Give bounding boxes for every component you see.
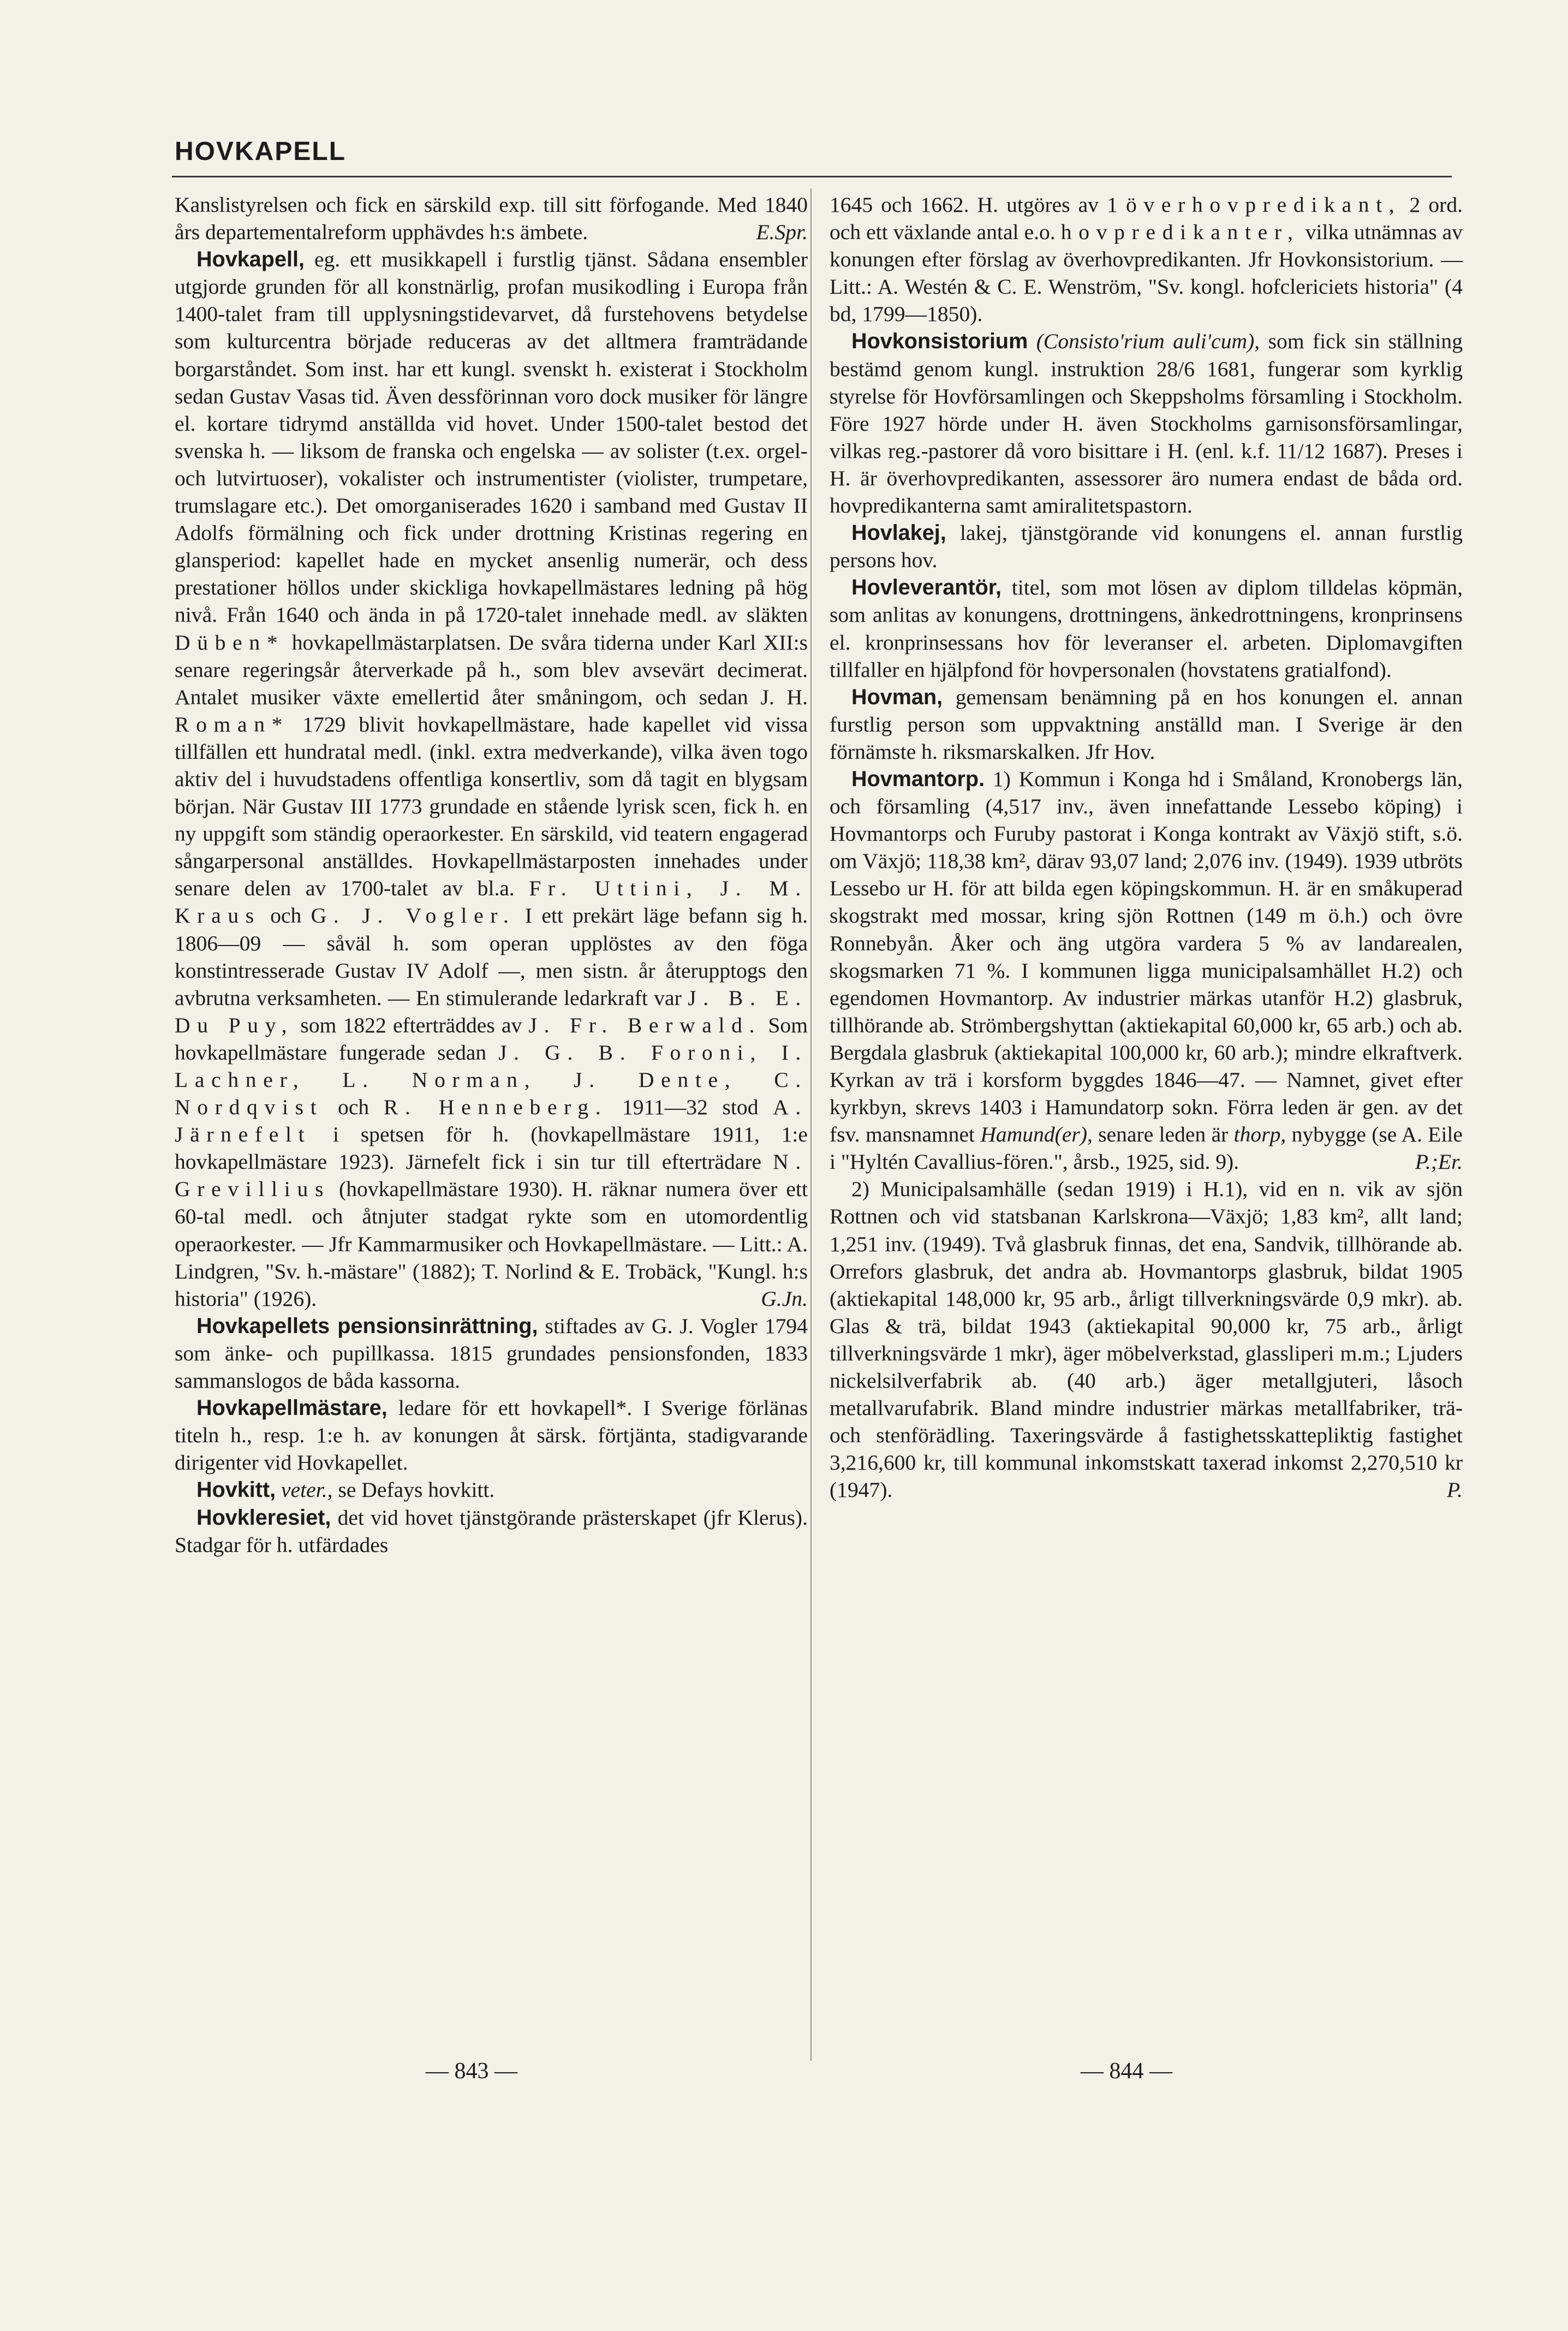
page-number-left: — 843 —	[426, 2059, 517, 2084]
author-signature: P.	[1447, 1478, 1463, 1502]
entry-hovmantorp-municipalsamhalle: 2) Municipalsamhälle (sedan 1919) i H.1), vid en n. vik av sjön Rottnen och vid statsbanan Karlskrona—Växjö; 1,83 km², allt land; 1,251 inv. (1949). Två glasbruk finnas, det ena, Sandvik, tillhörande ab. Orrefors glasbruk, det andra ab. Hovmantorps glasbruk, bildat 1905 (aktiekapital 148,000 kr, 95 arb., årligt tillverkningsvärde 0,9 mkr). ab. Glas & trä, bildat 1943 (aktiekapital 90,000 kr, 75 arb., årligt tillverkningsvärde 1 mkr), äger möbelverkstad, glassliperi m.m.; Ljuders nickelsilverfabrik ab. (40 arb.) äger metallgjuteri, låsoch metallvarufabrik. Bland mindre industrier märkas metallfabriker, trä- och stenförädling. Taxeringsvärde å fastighetsskattepliktig fastighet 3,216,600 kr, till kommunal inkomstskatt taxerad inkomst 2,270,510 kr (1947). P.	[830, 1175, 1463, 1503]
entry-hovkleresiet: Hovkleresiet, det vid hovet tjänstgörande prästerskapet (jfr Klerus). Stadgar för h. utfärdades	[175, 1505, 808, 1557]
entry-hovlakej: Hovlakej, lakej, tjänstgörande vid konungens el. annan furstlig persons hov.	[830, 521, 1463, 573]
entry-hovkonsistorium: Hovkonsistorium (Consisto'rium auli'cum), som fick sin ställning bestämd genom kungl. instruktion 28/6 1681, fungerar som kyrklig styrelse för Hovförsamlingen och Skeppsholms församling i Stockholm. Före 1927 hörde under H. även Stockholms garnisonsförsamlingar, vilkas reg.-pastorer då voro bisittare i H. (enl. k.f. 11/12 1687). Preses i H. är överhovpredikanten, assessorer äro numera endast de båda ord. hovpredikanterna samt amiralitetspastorn.	[830, 329, 1463, 518]
cross-ref: Düben*	[175, 630, 285, 655]
headword: Hovkapellets pensionsinrättning,	[196, 1313, 538, 1338]
headword: Hovkapellmästare,	[196, 1396, 387, 1420]
headword: Hovkitt,	[196, 1478, 276, 1502]
person-names: J. Fr. Berwald.	[528, 1013, 762, 1037]
headword: Hovkleresiet,	[196, 1505, 331, 1530]
entry-continuation: Kanslistyrelsen och fick en särskild exp. till sitt förfogande. Med 1840 års departementalreform upphävdes h:s ämbete. E.Spr.	[175, 191, 808, 246]
author-signature: E.Spr.	[756, 220, 808, 245]
entry-continuation: 1645 och 1662. H. utgöres av 1 överhovpredikant, 2 ord. och ett växlande antal e.o. hovpredikanter, vilka utnämnas av konungen efter förslag av överhovpredikanten. Jfr Hovkonsistorium. — Litt.: A. Westén & C. E. Wenström, "Sv. kongl. hofclericiets historia" (4 bd, 1799—1850).	[830, 193, 1463, 326]
headword: Hovkapell,	[196, 247, 305, 272]
person-names: G. J. Vogler.	[311, 903, 516, 928]
column-divider	[810, 188, 812, 2061]
entry-hovleverantor: Hovleverantör, titel, som mot lösen av diplom tilldelas köpmän, som anlitas av konungens, drottningens, änkedrottningens, kronprinsens el. kronprinsessans hov för leveranser el. arbeten. Diplomavgiften tillfaller en hjälpfond för hovpersonalen (hovstatens gratialfond).	[830, 575, 1463, 682]
entry-hovkapellmastare: Hovkapellmästare, ledare för ett hovkapell*. I Sverige förlänas titeln h., resp. 1:e h. av konungen åt särsk. förtjänta, stadigvarande dirigenter vid Hovkapellet.	[175, 1396, 808, 1475]
page-number-right: — 844 —	[1081, 2059, 1172, 2084]
entry-hovman: Hovman, gemensam benämning på en hos konungen el. annan furstlig person som uppvaktning anställd man. I Sverige är den förnämste h. riksmarskalken. Jfr Hov.	[830, 685, 1463, 764]
running-header: HOVKAPELL	[175, 137, 347, 166]
person-names: J. G. B. Foroni, I. Lachner, L. Norman, J. Dente, C. Nordqvist	[175, 1040, 808, 1120]
header-rule	[172, 176, 1452, 177]
cross-ref: Roman*	[175, 712, 290, 736]
author-signature: P.;Er.	[1415, 1150, 1463, 1174]
entry-hovmantorp: Hovmantorp. 1) Kommun i Konga hd i Småland, Kronobergs län, och församling (4,517 inv., även innefattande Lessebo köping) i Hovmantorps och Furuby pastorat i Konga kontrakt av Växjö stift, s.ö. om Växjö; 118,38 km², därav 93,07 land; 2,076 inv. (1949). 1939 utbröts Lessebo ur H. för att bilda egen köpingskommun. H. är en småkuperad skogstrakt med mossar, kring sjön Rottnen (149 m ö.h.) och övre Ronnebyån. Åker och äng utgöra vardera 5 % av landarealen, skogsmarken 71 %. I kommunen ligga municipalsamhället H.2) och egendomen Hovmantorp. Av industrier märkas utanför H.2) glasbruk, tillhörande ab. Strömbergshyttan (aktiekapital 60,000 kr, 65 arb.) och ab. Bergdala glasbruk (aktiekapital 100,000 kr, 60 arb.); mindre elkraftverk. Kyrkan av trä i korsform byggdes 1846—47. — Namnet, givet efter kyrkbyn, skrevs 1403 i Hamundatorp sokn. Förra leden är gen. av det fsv. mansnamnet Hamund(er), senare leden är thorp, nybygge (se A. Eile i "Hyltén Cavallius-fören.", årsb., 1925, sid. 9). P.;Er.	[830, 765, 1463, 1175]
author-signature: G.Jn.	[761, 1286, 808, 1311]
person-names: Fr. Uttini, J. M. Kraus	[175, 876, 808, 928]
headword: Hovkonsistorium	[851, 329, 1028, 354]
right-column	[830, 191, 1463, 1504]
entry-hovkitt: Hovkitt, veter., se Defays hovkitt.	[196, 1478, 495, 1502]
entry-pensionsinrattning: Hovkapellets pensionsinrättning, stiftades av G. J. Vogler 1794 som änke- och pupillkassa. 1815 grundades pensionsfonden, 1833 sammanslogos de båda kassorna.	[175, 1313, 808, 1393]
entry-hovkapell: Hovkapell, eg. ett musikkapell i furstlig tjänst. Sådana ensembler utgjorde grunden för all konstnärlig, profan musikodling i Europa från 1400-talet fram till upplysningstidevarvet, då furstehovens betydelse som kulturcentra började reduceras av det alltmera framträdande borgarståndet. Som inst. har ett kungl. svenskt h. existerat i Stockholm sedan Gustav Vasas tid. Även dessförinnan voro dock musiker för längre el. kortare tidrymd anställda vid hovet. Under 1500-talet bestod det svenska h. — liksom de franska och engelska — av solister (t.ex. orgel- och lutvirtuoser), vokalister och instrumentister (violister, trumpetare, trumslagare etc.). Det omorganiserades 1620 i samband med Gustav II Adolfs förmälning och fick under drottning Kristinas regering en glansperiod: kapellet hade en mycket ansenlig numerär, och dess prestationer höllos under skickliga hovkapellmästares ledning på hög nivå. Från 1640 och ända in på 1720-talet innehade medl. av släkten Düben* hovkapellmästarplatsen. De svåra tiderna under Karl XII:s senare regeringsår återverkade på h., som blev avsevärt decimerat. Antalet musiker växte emellertid åter småningom, och sedan J. H. Roman* 1729 blivit hovkapellmästare, hade kapellet vid vissa tillfällen ett hundratal medl. (inkl. extra medverkande), vilka även togo aktiv del i huvudstadens offentliga konsertliv, som då tagit en blygsam början. När Gustav III 1773 grundade en stående lyrisk scen, fick h. en ny uppgift som ständig operaorkester. En särskild, vid teatern engagerad sångarpersonal anställdes. Hovkapellmästarposten innehades under senare delen av 1700-talet av bl.a. Fr. Uttini, J. M. Kraus och G. J. Vogler. I ett prekärt läge befann sig h. 1806—09 — såväl h. som operan upplöstes av den föga konstintresserade Gustav IV Adolf —, men sistn. år återupptogs den avbrutna verksamheten. — En stimulerande ledarkraft var J. B. E. Du Puy, som 1822 efterträddes av J. Fr. Berwald. Som hovkapellmästare fungerade sedan J. G. B. Foroni, I. Lachner, L. Norman, J. Dente, C. Nordqvist och R. Henneberg. 1911—32 stod A. Järnefelt i spetsen för h. (hovkapellmästare 1911, 1:e hovkapellmästare 1923). Järnefelt fick i sin tur till efterträdare N. Grevillius (hovkapellmästare 1930). H. räknar numera över ett 60-tal medl. och åtnjuter stadgat rykte som en utomordentlig operaorkester. — Jfr Kammarmusiker och Hovkapellmästare. — Litt.: A. Lindgren, "Sv. h.-mästare" (1882); T. Norlind & E. Trobäck, "Kungl. h:s historia" (1926). G.Jn.	[175, 246, 808, 1312]
person-names: R. Henneberg.	[383, 1095, 608, 1120]
person-names: N. Grevillius	[175, 1150, 808, 1202]
headword: Hovleverantör,	[851, 575, 1001, 600]
person-names: J. B. E. Du Puy,	[175, 985, 808, 1037]
headword: Hovlakej,	[851, 521, 946, 545]
left-column	[175, 191, 808, 1559]
person-names: A. Järnefelt	[175, 1095, 808, 1147]
headword: Hovmantorp.	[851, 766, 985, 791]
headword: Hovman,	[851, 685, 943, 709]
